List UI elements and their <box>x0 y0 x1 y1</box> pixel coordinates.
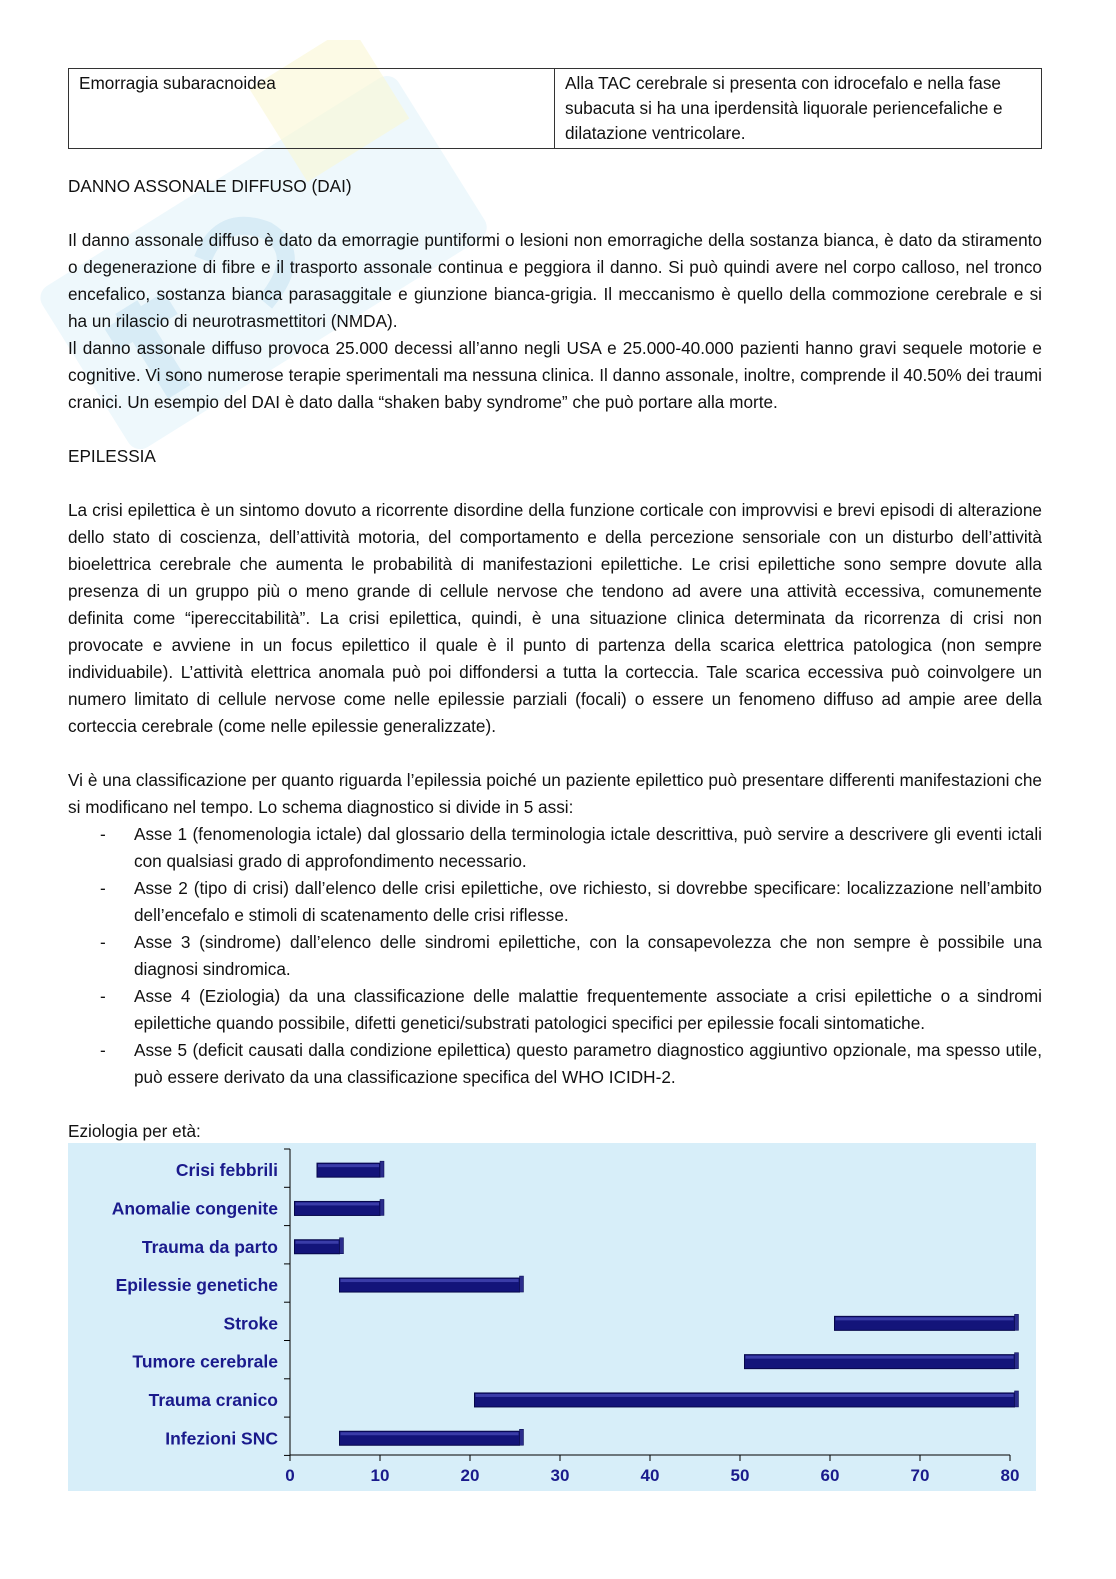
table-cell-description: Alla TAC cerebrale si presenta con idrocefalo e nella fase subacuta si ha una iperdensità liquorale periencefaliche e dilatazione ventricolare. <box>555 69 1042 149</box>
info-table <box>68 68 1042 149</box>
bar-end-cap-tumore-cerebrale <box>1015 1353 1019 1369</box>
list-item <box>68 875 1042 929</box>
bar-end-cap-stroke <box>1015 1314 1019 1330</box>
category-label-stroke: Stroke <box>223 1313 278 1334</box>
table-row <box>69 69 1042 149</box>
list-bullet: - <box>100 878 106 898</box>
bar-end-cap-infezioni-snc <box>520 1429 524 1445</box>
list-bullet: - <box>100 932 106 952</box>
epilessia-paragraph-2: Vi è una classificazione per quanto riguarda l’epilessia poiché un paziente epilettico può presentare differenti manifestazioni che si modificano nel tempo. Lo schema diagnostico si divide in 5 assi: <box>68 770 1042 817</box>
x-tick-label: 60 <box>820 1466 840 1485</box>
bar-highlight-tumore-cerebrale <box>746 1356 1014 1359</box>
section-title-dai: DANNO ASSONALE DIFFUSO (DAI) <box>68 176 352 196</box>
category-label-crisi-febbrili: Crisi febbrili <box>175 1160 278 1181</box>
dai-paragraph-1: Il danno assonale diffuso è dato da emorragie puntiformi o lesioni non emorragiche della sostanza bianca, è dato da stiramento o degenerazione di fibre e il trasporto assonale continua e peggiora il danno. Si può quindi avere nel corpo calloso, nel tronco encefalico, sostanza bianca parasaggitale e giunzione bianca-grigia. Il meccanismo è quello della commozione cerebrale e si ha un rilascio di neurotrasmettitori (NMDA). <box>68 230 1042 331</box>
bar-end-cap-anomalie-congenite <box>380 1199 384 1215</box>
bar-highlight-infezioni-snc <box>341 1432 519 1435</box>
table-cell-term: Emorragia subaracnoidea <box>69 69 555 149</box>
x-tick-label: 30 <box>550 1466 570 1485</box>
list-item <box>68 1037 1042 1091</box>
category-label-epilessie-genetiche: Epilessie genetiche <box>115 1275 278 1296</box>
x-tick-label: 0 <box>285 1466 295 1485</box>
category-label-trauma-cranico: Trauma cranico <box>148 1389 278 1410</box>
x-tick-label: 70 <box>910 1466 930 1485</box>
dai-paragraph-2: Il danno assonale diffuso provoca 25.000 decessi all’anno negli USA e 25.000-40.000 pazienti hanno gravi sequele motorie e cognitive. Vi sono numerose terapie sperimentali ma nessuna clinica. Il danno assonale, inoltre, comprende il 40.50% dei traumi cranici. Un esempio del DAI è dato dalla “shaken baby syndrome” che può portare alla morte. <box>68 338 1042 412</box>
bar-highlight-epilessie-genetiche <box>341 1279 519 1282</box>
x-tick-label: 40 <box>640 1466 660 1485</box>
list-item-text: Asse 3 (sindrome) dall’elenco delle sindromi epilettiche, con la consapevolezza che non sempre è possibile una diagnosi sindromica. <box>134 932 1042 979</box>
category-label-trauma-da-parto: Trauma da parto <box>141 1236 278 1257</box>
bar-end-cap-crisi-febbrili <box>380 1161 384 1177</box>
x-tick-label: 10 <box>370 1466 390 1485</box>
etiology-chart <box>68 1143 1036 1491</box>
bar-end-cap-trauma-cranico <box>1015 1391 1019 1407</box>
bar-highlight-trauma-cranico <box>476 1394 1014 1397</box>
list-bullet: - <box>100 1040 106 1060</box>
list-item-text: Asse 1 (fenomenologia ictale) dal glossario della terminologia ictale descrittiva, può servire a descrivere gli eventi ictali con qualsiasi grado di approfondimento necessario. <box>134 824 1042 871</box>
x-tick-label: 80 <box>1000 1466 1020 1485</box>
bar-end-cap-trauma-da-parto <box>340 1238 344 1254</box>
bar-highlight-stroke <box>836 1317 1014 1320</box>
document-page <box>68 68 1042 1145</box>
category-label-tumore-cerebrale: Tumore cerebrale <box>132 1351 278 1372</box>
section-title-epilessia: EPILESSIA <box>68 446 156 466</box>
list-item-text: Asse 4 (Eziologia) da una classificazione delle malattie frequentemente associate a crisi epilettiche o a sindromi epilettiche quando possibile, difetti genetici/substrati patologici specifici per epilessie focali sintomatiche. <box>134 986 1042 1033</box>
list-item <box>68 929 1042 983</box>
category-label-infezioni-snc: Infezioni SNC <box>165 1428 278 1449</box>
bar-end-cap-epilessie-genetiche <box>520 1276 524 1292</box>
x-tick-label: 20 <box>460 1466 480 1485</box>
epilessia-paragraph-1: La crisi epilettica è un sintomo dovuto a ricorrente disordine della funzione corticale con improvvisi e brevi episodi di alterazione dello stato di coscienza, dell’attività motoria, del comportamento e della percezione sensoriale con un disturbo dell’attività bioelettrica cerebrale che aumenta le probabilità di manifestazioni epilettiche. Le crisi epilettiche sono sempre dovute alla presenza di un gruppo più o meno grande di cellule nervose che tendono ad avere una attività eccessiva, comunemente definita come “ipereccitabilità”. La crisi epilettica, quindi, è una situazione clinica determinata da ricorrenza di crisi non provocate e avviene in un focus epilettico il quale è il punto di partenza della scarica elettrica patologica (non sempre individuabile). L’attività elettrica anomala può poi diffondersi a tutta la corteccia. Tale scarica eccessiva può coinvolgere un numero limitato di cellule nervose come nelle epilessie parziali (focali) o essere un fenomeno diffuso ad ampie aree della corteccia cerebrale (come nelle epilessie generalizzate). <box>68 500 1042 736</box>
list-item-text: Asse 5 (deficit causati dalla condizione epilettica) questo parametro diagnostico aggiuntivo opzionale, ma spesso utile, può essere derivato da una classificazione specifica del WHO ICIDH-2. <box>134 1040 1042 1087</box>
list-bullet: - <box>100 986 106 1006</box>
x-tick-label: 50 <box>730 1466 750 1485</box>
etiology-chart-svg <box>68 1143 1036 1491</box>
bar-highlight-trauma-da-parto <box>296 1241 339 1244</box>
chart-caption: Eziologia per età: <box>68 1121 201 1141</box>
bar-highlight-crisi-febbrili <box>318 1164 379 1167</box>
axes-list <box>68 821 1042 1091</box>
bar-highlight-anomalie-congenite <box>296 1202 380 1205</box>
list-bullet: - <box>100 824 106 844</box>
list-item-text: Asse 2 (tipo di crisi) dall’elenco delle crisi epilettiche, ove richiesto, si dovrebbe specificare: localizzazione nell’ambito dell’encefalo e stimoli di scatenamento delle crisi riflesse. <box>134 878 1042 925</box>
list-item <box>68 821 1042 875</box>
list-item <box>68 983 1042 1037</box>
category-label-anomalie-congenite: Anomalie congenite <box>111 1198 278 1219</box>
